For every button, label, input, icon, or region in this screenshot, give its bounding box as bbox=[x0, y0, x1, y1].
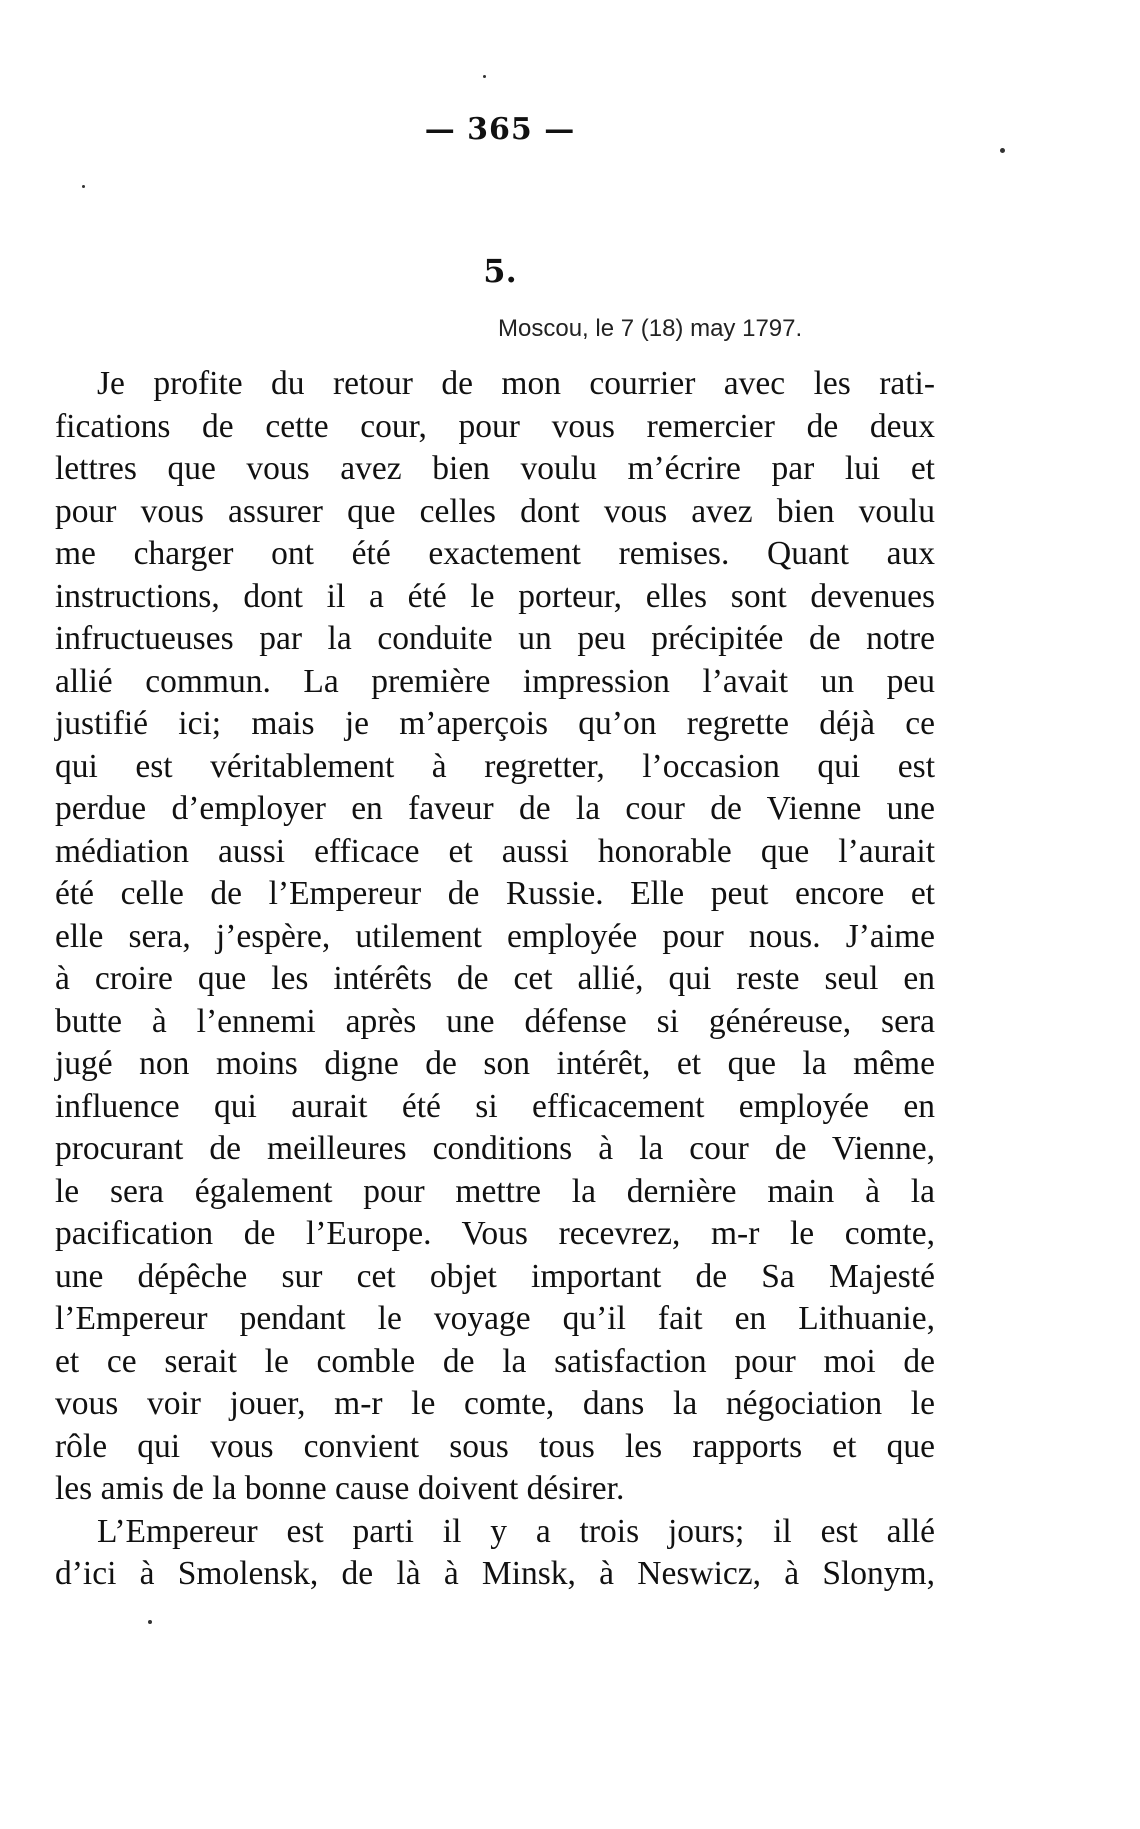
text-line: qui est véritablement à regretter, l’occasion qui est bbox=[55, 747, 935, 785]
scan-speck bbox=[1000, 148, 1005, 153]
text-line: instructions, dont il a été le porteur, elles sont devenues bbox=[55, 577, 935, 615]
text-line: à croire que les intérêts de cet allié, qui reste seul en bbox=[55, 960, 935, 997]
text-line: les amis de la bonne cause doivent désirer. bbox=[55, 1470, 625, 1507]
scan-speck bbox=[148, 1620, 152, 1624]
text-line: et ce serait le comble de la satisfaction pour moi de bbox=[55, 1342, 935, 1380]
text-line: influence qui aurait été si efficacement employée en bbox=[55, 1087, 935, 1125]
text-line: l’Empereur pendant le voyage qu’il fait en Lithuanie, bbox=[55, 1300, 935, 1337]
paragraph bbox=[55, 1511, 935, 1596]
text-line: butte à l’ennemi après une défense si généreuse, sera bbox=[55, 1002, 935, 1040]
text-line: infructueuses par la conduite un peu précipitée de notre bbox=[55, 620, 935, 657]
text-line: une dépêche sur cet objet important de Sa Majesté bbox=[55, 1257, 935, 1295]
text-line: d’ici à Smolensk, de là à Minsk, à Neswicz, à Slonym, bbox=[55, 1555, 935, 1592]
text-line: médiation aussi efficace et aussi honorable que l’aurait bbox=[55, 832, 935, 870]
text-line: me charger ont été exactement remises. Quant aux bbox=[55, 535, 935, 572]
letter-body bbox=[55, 363, 935, 1596]
text-line: fications de cette cour, pour vous remercier de deux bbox=[55, 407, 935, 445]
scan-speck bbox=[82, 185, 85, 188]
text-line: perdue d’employer en faveur de la cour de Vienne une bbox=[55, 790, 935, 827]
text-line: procurant de meilleures conditions à la cour de Vienne, bbox=[55, 1130, 935, 1167]
dateline: Moscou, le 7 (18) may 1797. bbox=[498, 315, 803, 342]
text-line: justifié ici; mais je m’aperçois qu’on regrette déjà ce bbox=[55, 705, 935, 742]
section-number: 5. bbox=[483, 252, 517, 290]
text-line: elle sera, j’espère, utilement employée pour nous. J’aime bbox=[55, 917, 935, 955]
scan-speck bbox=[483, 75, 486, 78]
text-line: rôle qui vous convient sous tous les rapports et que bbox=[55, 1427, 935, 1465]
text-line: pour vous assurer que celles dont vous avez bien voulu bbox=[55, 492, 935, 530]
text-line: été celle de l’Empereur de Russie. Elle peut encore et bbox=[55, 875, 935, 912]
text-line: jugé non moins digne de son intérêt, et que la même bbox=[55, 1045, 935, 1082]
text-line: allié commun. La première impression l’avait un peu bbox=[55, 662, 935, 700]
text-line: Je profite du retour de mon courrier avec les rati- bbox=[97, 365, 935, 402]
page-number: — 365 — bbox=[424, 112, 576, 147]
text-line: vous voir jouer, m-r le comte, dans la négociation le bbox=[55, 1385, 935, 1422]
paragraph bbox=[55, 363, 935, 1511]
text-line: L’Empereur est parti il y a trois jours; il est allé bbox=[97, 1512, 935, 1550]
text-line: lettres que vous avez bien voulu m’écrire par lui et bbox=[55, 450, 935, 487]
text-line: pacification de l’Europe. Vous recevrez, m-r le comte, bbox=[55, 1215, 935, 1252]
text-line: le sera également pour mettre la dernière main à la bbox=[55, 1172, 935, 1210]
